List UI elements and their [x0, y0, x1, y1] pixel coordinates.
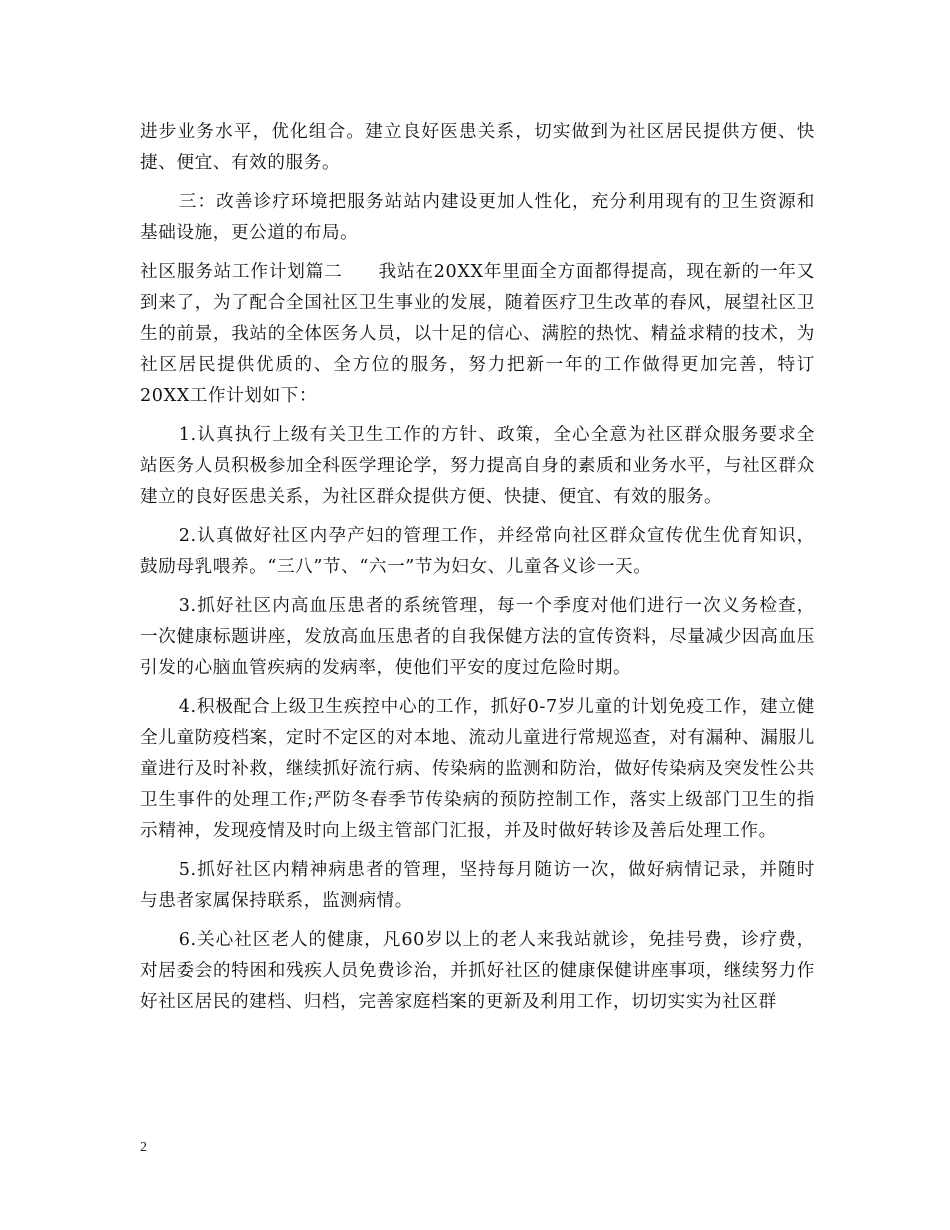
plan-item-6: 6.关心社区老人的健康，凡60岁以上的老人来我站就诊，免挂号费，诊疗费，对居委会的特困和残疾人员免费诊治，并抓好社区的健康保健讲座事项，继续努力作好社区居民的建档、归档，完善家庭档案的更新及利用工作，切切实实为社区群	[140, 930, 815, 1012]
section-paragraph	[140, 257, 815, 412]
page-number: 2	[140, 1140, 147, 1155]
plan-item-4: 4.积极配合上级卫生疾控中心的工作，抓好0-7岁儿童的计划免疫工作，建立健全儿童防疫档案，定时不定区的对本地、流动儿童进行常规巡查，对有漏种、漏服儿童进行及时补救，继续抓好流行病、传染病的监测和防治，做好传染病及突发性公共卫生事件的处理工作;严防冬春季节传染病的预防控制工作，落实上级部门卫生的指示精神，发现疫情及时向上级主管部门汇报，并及时做好转诊及善后处理工作。	[140, 697, 815, 841]
section-heading: 社区服务站工作计划篇二	[140, 262, 343, 282]
plan-item-5: 5.抓好社区内精神病患者的管理，坚持每月随访一次，做好病情记录，并随时与患者家属保持联系，监测病情。	[140, 860, 815, 911]
paragraph-item-three: 三：改善诊疗环境把服务站站内建设更加人性化，充分利用现有的卫生资源和基础设施，更公道的布局。	[140, 192, 815, 243]
plan-item-3: 3.抓好社区内高血压患者的系统管理，每一个季度对他们进行一次义务检查，一次健康标题讲座，发放高血压患者的自我保健方法的宣传资料，尽量减少因高血压引发的心脑血管疾病的发病率，使他们平安的度过危险时期。	[140, 596, 815, 678]
paragraph-continuation: 进步业务水平，优化组合。建立良好医患关系，切实做到为社区居民提供方便、快捷、便宜、有效的服务。	[140, 122, 815, 173]
document-body	[140, 117, 815, 1026]
section-intro: 我站在20XX年里面全方面都得提高，现在新的一年又到来了，为了配合全国社区卫生事业的发展，随着医疗卫生改革的春风，展望社区卫生的前景，我站的全体医务人员，以十足的信心、满腔的热忱、精益求精的技术，为社区居民提供优质的、全方位的服务，努力把新一年的工作做得更加完善，特订20XX工作计划如下：	[140, 262, 815, 406]
plan-item-1: 1.认真执行上级有关卫生工作的方针、政策，全心全意为社区群众服务要求全站医务人员积极参加全科医学理论学，努力提高自身的素质和业务水平，与社区群众建立的良好医患关系，为社区群众提供方便、快捷、便宜、有效的服务。	[140, 425, 815, 507]
plan-item-2: 2.认真做好社区内孕产妇的管理工作，并经常向社区群众宣传优生优育知识，鼓励母乳喂养。“三八”节、“六一”节为妇女、儿童各义诊一天。	[140, 526, 815, 577]
